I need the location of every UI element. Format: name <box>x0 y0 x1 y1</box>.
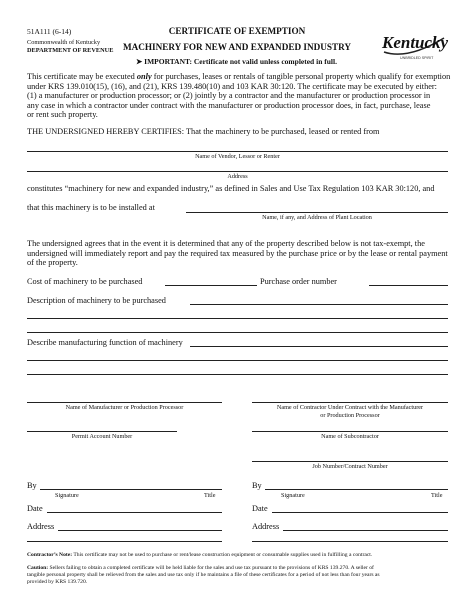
plant-location-label: Name, if any, and Address of Plant Location <box>262 214 372 221</box>
right-signature-label: Signature <box>281 492 305 499</box>
contractor-name-field[interactable] <box>252 402 448 403</box>
left-title-label: Title <box>204 492 216 499</box>
form-number: 51A111 (6-14) <box>27 27 72 36</box>
intro-line-2: under KRS 139.010(15), (16), and (21), KRS 139.480(10) and 103 KAR 30:120. The certificate may be executed by either: <box>27 81 437 91</box>
subcontractor-field[interactable] <box>252 431 448 432</box>
po-field[interactable] <box>369 285 448 286</box>
agreement-paragraph <box>27 239 452 268</box>
logo-subtext: UNBRIDLED SPIRIT <box>400 56 434 60</box>
vendor-name-label: Name of Vendor, Lessor or Renter <box>195 153 280 160</box>
right-date-label: Date <box>252 504 268 513</box>
job-number-label: Job Number/Contract Number <box>312 463 388 470</box>
agree-line-2: undersigned will immediately report and pay the required tax measured by the purchase price or by the lease or rental payment <box>27 248 448 258</box>
function-field-1[interactable] <box>190 346 448 347</box>
po-label: Purchase order number <box>260 277 337 286</box>
permit-number-label: Permit Account Number <box>71 433 133 440</box>
right-by-label: By <box>252 481 262 490</box>
description-label: Description of machinery to be purchased <box>27 296 166 305</box>
cost-field[interactable] <box>165 285 257 286</box>
job-number-field[interactable] <box>252 461 448 462</box>
left-address-field-1[interactable] <box>58 530 222 531</box>
plant-location-field[interactable] <box>186 212 448 213</box>
function-field-2[interactable] <box>27 360 448 361</box>
left-address-label: Address <box>27 522 55 531</box>
left-by-label: By <box>27 481 37 490</box>
manufacturer-name-label: Name of Manufacturer or Production Processor <box>65 404 184 411</box>
vendor-address-label: Address <box>227 173 248 180</box>
commonwealth-label: Commonwealth of Kentucky <box>27 39 101 46</box>
logo-swoosh-icon <box>378 30 450 62</box>
intro-line-1: This certificate may be executed only for purchases, leases or rentals of tangible personal property which qualify for exemption <box>27 72 451 81</box>
left-address-field-2[interactable] <box>27 541 222 542</box>
function-label: Describe manufacturing function of machinery <box>27 338 183 347</box>
vendor-address-field[interactable] <box>27 171 448 172</box>
intro-line-4: any case in which a contractor under contract with the manufacturer or production processor does, in fact, purchase, lease <box>27 100 431 110</box>
contractor-name-label: Name of Contractor Under Contract with the Manufacturer or Production Processor <box>276 404 424 419</box>
kentucky-logo <box>378 30 450 62</box>
intro-line-5: or rent such property. <box>27 110 98 120</box>
description-field-2[interactable] <box>27 318 448 319</box>
logo-text: Kentucky <box>382 33 449 52</box>
intro-line-3: (1) a manufacturer or production processor; or (2) jointly by a contractor and the manufacturer or production processor in <box>27 91 431 101</box>
function-field-3[interactable] <box>27 374 448 375</box>
right-address-label: Address <box>252 522 280 531</box>
arrow-icon: ➤ <box>136 57 143 66</box>
description-field-3[interactable] <box>27 332 448 333</box>
right-address-field-2[interactable] <box>252 541 448 542</box>
right-address-field-1[interactable] <box>283 530 448 531</box>
left-date-field[interactable] <box>47 512 222 513</box>
title-certificate: CERTIFICATE OF EXEMPTION <box>168 26 306 36</box>
cost-label: Cost of machinery to be purchased <box>27 277 143 286</box>
left-date-label: Date <box>27 504 43 513</box>
agree-line-1: The undersigned agrees that in the event it is determined that any of the property described below is not tax-exempt, the <box>27 239 425 248</box>
installed-at-label: that this machinery is to be installed at <box>27 203 155 212</box>
department-label: DEPARTMENT OF REVENUE <box>27 47 114 54</box>
right-title-label: Title <box>431 492 443 499</box>
important-text: IMPORTANT: Certificate not valid unless completed in full. <box>144 57 337 66</box>
contractor-note: Contractor’s Note: This certificate may not be used to purchase or rent/lease construction equipment or consumable supplies used in fulfilling a contract. <box>27 552 373 558</box>
right-date-field[interactable] <box>272 512 448 513</box>
subcontractor-label: Name of Subcontractor <box>321 433 379 440</box>
permit-number-field[interactable] <box>27 431 177 432</box>
title-machinery: MACHINERY FOR NEW AND EXPANDED INDUSTRY <box>122 42 352 52</box>
right-signature-field[interactable] <box>265 489 448 490</box>
certifies-statement: THE UNDERSIGNED HEREBY CERTIFIES: That the machinery to be purchased, leased or rented from <box>27 127 380 136</box>
caution-note: Caution: Sellers failing to obtain a completed certificate will be held liable for the sales and use tax pursuant to the provisions of KRS 139.270. A seller of tangible personal property shall be relieved from the sales and use tax only if he maintains a file of these certificates for a period of not less than four years as provided by KRS 139.720. <box>27 565 380 585</box>
manufacturer-name-field[interactable] <box>27 402 222 403</box>
important-notice <box>136 57 337 66</box>
intro-paragraph <box>27 72 452 120</box>
left-signature-field[interactable] <box>40 489 222 490</box>
agree-line-3: of the property. <box>27 258 78 268</box>
left-signature-label: Signature <box>55 492 79 499</box>
constitutes-statement: constitutes “machinery for new and expanded industry,” as defined in Sales and Use Tax Regulation 103 KAR 30:120, and <box>27 184 435 193</box>
vendor-name-field[interactable] <box>27 151 448 152</box>
description-field-1[interactable] <box>190 304 448 305</box>
